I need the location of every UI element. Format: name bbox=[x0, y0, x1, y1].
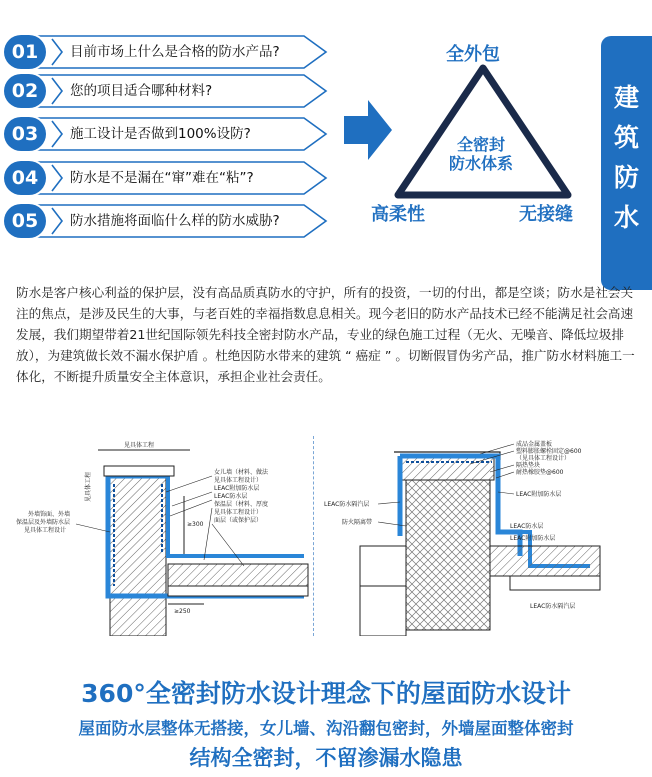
question-text: 防水措施将面临什么样的防水威胁? bbox=[70, 213, 280, 229]
parapet-waterproof-diagram bbox=[14, 436, 309, 636]
intro-paragraph: 防水是客户核心利益的保护层，没有高品质真防水的守护，所有的投资，一切的付出，都是空谈；防水是社会关注的焦点，是涉及民生的大事，与老百姓的幸福指数息息相关。现今老旧的防水产品技术已经不能满足社会高速发展，我们期望带着21世纪国际领先科技全密封防水产品，专业的绿色施工过程（无火、无噪音、降低垃圾排放），为建筑做长效不漏水保护盾 。杜绝因防水带来的建筑 “ 癌症 ” 。切断假冒伪劣产品，推广防水材料施工一体化，不断提升质量安全主体意识，承担企业社会责任。 bbox=[16, 285, 635, 384]
question-text: 目前市场上什么是合格的防水产品? bbox=[70, 44, 280, 60]
question-item bbox=[4, 204, 326, 238]
callout-label: 见具体工程设计） bbox=[214, 509, 263, 516]
callout-label: 外墙饰面、外墙 bbox=[28, 511, 71, 518]
callout-label: 塑料膨胀螺栓固定@600 bbox=[516, 448, 582, 455]
question-item bbox=[4, 35, 326, 69]
roof-edge-waterproof-diagram bbox=[320, 436, 640, 636]
triangle-center-label bbox=[433, 135, 529, 173]
callout-label: LEAC防水层 bbox=[214, 493, 248, 500]
question-number: 01 bbox=[4, 35, 46, 69]
callout-label: LEAC附加防水层 bbox=[516, 491, 562, 498]
question-number: 03 bbox=[4, 117, 46, 151]
headline-sub: 屋面防水层整体无搭接，女儿墙、沟沿翻包密封，外墙屋面整体密封 bbox=[78, 719, 574, 738]
question-item bbox=[4, 161, 326, 195]
question-number: 04 bbox=[4, 161, 46, 195]
callout-label: 成品金属盖板 bbox=[516, 441, 553, 448]
top-note: 见具体工程 bbox=[124, 442, 155, 449]
headline-tagline: 结构全密封，不留渗漏水隐患 bbox=[189, 746, 463, 770]
question-item bbox=[4, 74, 326, 108]
callout-label: LEAC附加防水层 bbox=[214, 485, 260, 492]
side-note: 见具体工程 bbox=[85, 471, 92, 502]
side-tab-char: 筑 bbox=[613, 123, 639, 152]
dimension-300: ≥300 bbox=[187, 521, 204, 528]
triangle-center-line2: 防水体系 bbox=[448, 154, 513, 173]
callout-label: LEAC防水隔汽层 bbox=[324, 501, 370, 508]
callout-label: 女儿墙（材料、做法 bbox=[214, 469, 269, 476]
question-number: 05 bbox=[4, 204, 46, 238]
right-arrow-icon bbox=[344, 100, 392, 160]
triangle-diagram bbox=[388, 60, 578, 202]
question-text: 施工设计是否做到100%设防? bbox=[70, 126, 251, 142]
triangle-right-label: 无接缝 bbox=[519, 204, 573, 225]
callout-label: LEAC附加防水层 bbox=[510, 535, 556, 542]
callout-label: 防火隔离带 bbox=[342, 519, 373, 526]
triangle-left-label: 高柔性 bbox=[371, 204, 425, 225]
callout-label: LEAC防水层 bbox=[510, 523, 544, 530]
side-tab bbox=[601, 36, 652, 290]
side-tab-char: 防 bbox=[613, 163, 639, 192]
callout-label: 隔热垫块 bbox=[516, 462, 541, 469]
question-number: 02 bbox=[4, 74, 46, 108]
triangle-top-label: 全外包 bbox=[446, 44, 500, 65]
callout-label: （见具体工程设计） bbox=[516, 455, 571, 462]
callout-label: 保温层（材料、厚度 bbox=[214, 501, 269, 508]
question-text: 您的项目适合哪种材料? bbox=[70, 83, 213, 99]
side-tab-char: 建 bbox=[613, 83, 639, 112]
callout-label: 耐热橡胶垫@600 bbox=[516, 469, 564, 476]
dimension-250: ≥250 bbox=[174, 608, 191, 615]
callout-label: 保温层及外墙防水层 bbox=[16, 519, 71, 526]
question-item bbox=[4, 117, 326, 151]
callout-label: LEAC防水隔汽层 bbox=[530, 603, 576, 610]
question-text: 防水是不是漏在“窜”难在“粘”? bbox=[70, 170, 254, 186]
callout-label: 见具体工程设计 bbox=[24, 527, 67, 534]
headline-main: 360°全密封防水设计理念下的屋面防水设计 bbox=[81, 679, 571, 708]
triangle-center-line1: 全密封 bbox=[456, 135, 505, 154]
diagram-divider bbox=[313, 436, 314, 636]
callout-label: 见具体工程设计） bbox=[214, 477, 263, 484]
side-tab-char: 水 bbox=[613, 203, 639, 232]
callout-label: 面层（或保护层） bbox=[214, 517, 263, 524]
